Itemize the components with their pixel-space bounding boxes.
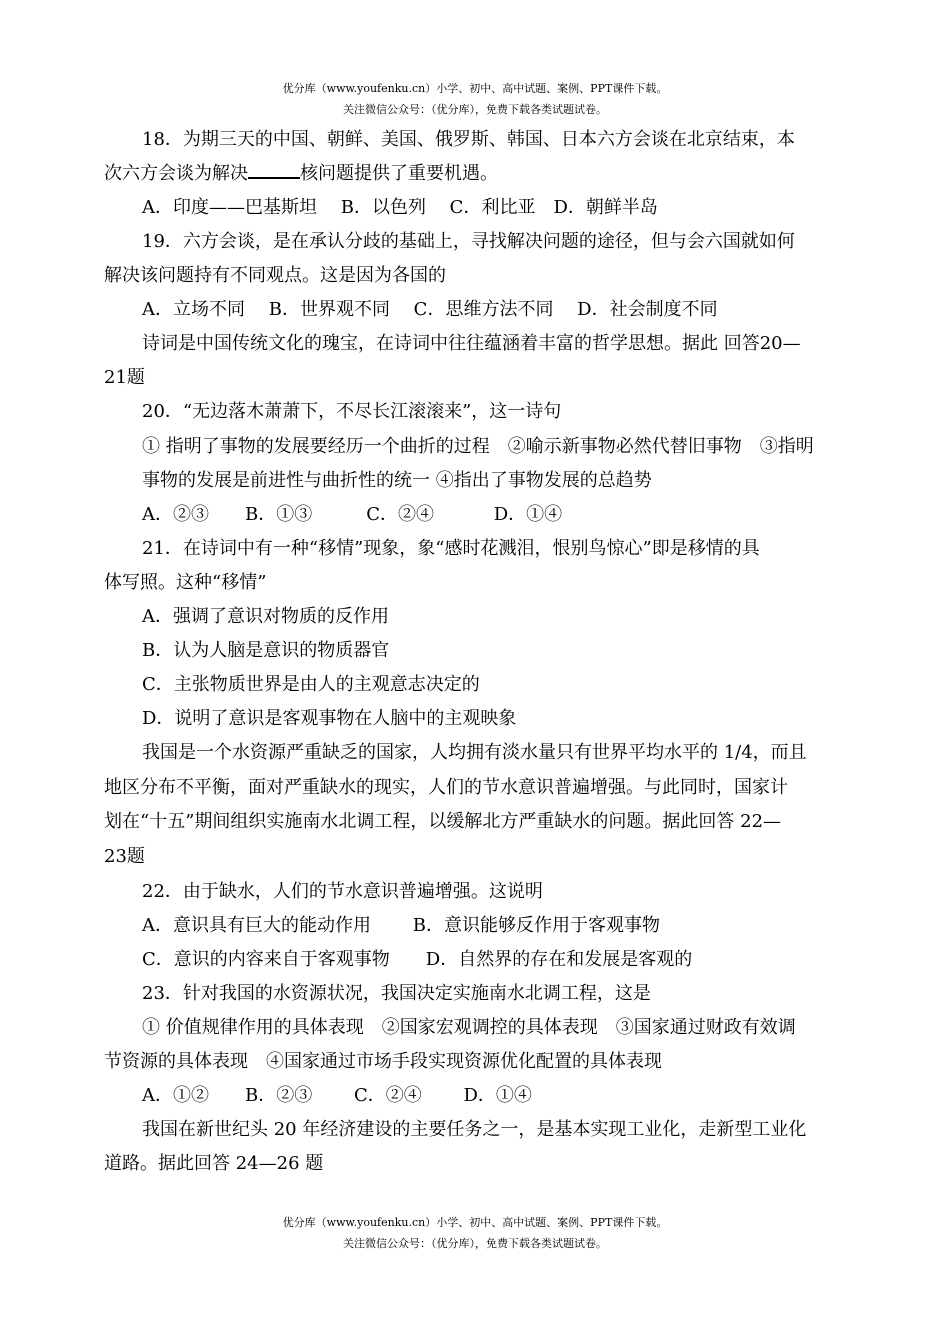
q21-option-a: A．强调了意识对物质的反作用 xyxy=(142,606,389,627)
intro-22-23-line-4: 23题 xyxy=(104,846,145,867)
q21-stem-line-2: 体写照。这种“移情” xyxy=(104,572,267,593)
q19-options: A．立场不同 B．世界观不同 C．思维方法不同 D．社会制度不同 xyxy=(142,299,718,320)
q18-options: A．印度——巴基斯坦 B．以色列 C．利比亚 D．朝鲜半岛 xyxy=(142,197,658,218)
q22-stem: 22．由于缺水，人们的节水意识普遍增强。这说明 xyxy=(142,881,543,902)
q23-statements-line-1: ① 价值规律作用的具体表现 ②国家宏观调控的具体表现 ③国家通过财政有效调 xyxy=(142,1017,796,1038)
intro-22-23-line-1: 我国是一个水资源严重缺乏的国家，人均拥有淡水量只有世界平均水平的 1/4，而且 xyxy=(142,742,807,763)
q21-option-c: C．主张物质世界是由人的主观意志决定的 xyxy=(142,674,480,695)
header-line-2: 关注微信公众号：（优分库），免费下载各类试题试卷。 xyxy=(343,103,607,116)
q18-stem-line-2 xyxy=(104,162,498,186)
intro-20-21-line-2: 21题 xyxy=(104,367,145,388)
answer-blank xyxy=(248,162,300,179)
q21-stem-line-1: 21．在诗词中有一种“移情”现象，象“感时花溅泪，恨别鸟惊心”即是移情的具 xyxy=(142,538,760,559)
q19-stem-line-2: 解决该问题持有不同观点。这是因为各国的 xyxy=(104,265,446,286)
intro-24-26-line-2: 道路。据此回答 24—26 题 xyxy=(104,1153,324,1174)
footer-line-2: 关注微信公众号：（优分库），免费下载各类试题试卷。 xyxy=(343,1237,607,1250)
q21-option-b: B．认为人脑是意识的物质器官 xyxy=(142,640,390,661)
q23-options: A．①② B．②③ C．②④ D．①④ xyxy=(142,1085,532,1106)
intro-22-23-line-2: 地区分布不平衡，面对严重缺水的现实，人们的节水意识普遍增强。与此同时，国家计 xyxy=(104,777,788,798)
intro-24-26-line-1: 我国在新世纪头 20 年经济建设的主要任务之一，是基本实现工业化，走新型工业化 xyxy=(142,1119,807,1140)
intro-22-23-line-3: 划在“十五”期间组织实施南水北调工程，以缓解北方严重缺水的问题。据此回答 22— xyxy=(104,811,782,832)
q23-stem: 23．针对我国的水资源状况，我国决定实施南水北调工程，这是 xyxy=(142,983,651,1004)
header-line-1: 优分库（www.youfenku.cn）小学、初中、高中试题、案例、PPT课件下载。 xyxy=(282,82,668,95)
q20-options: A．②③ B．①③ C．②④ D．①④ xyxy=(142,504,563,525)
q18-stem-line-1: 18．为期三天的中国、朝鲜、美国、俄罗斯、韩国、日本六方会谈在北京结束，本 xyxy=(142,129,795,150)
q20-statements-line-1: ① 指明了事物的发展要经历一个曲折的过程 ②喻示新事物必然代替旧事物 ③指明 xyxy=(142,436,814,457)
q22-options-ab: A．意识具有巨大的能动作用 B．意识能够反作用于客观事物 xyxy=(142,915,660,936)
q20-statements-line-2: 事物的发展是前进性与曲折性的统一 ④指出了事物发展的总趋势 xyxy=(142,470,652,491)
q23-statements-line-2: 节资源的具体表现 ④国家通过市场手段实现资源优化配置的具体表现 xyxy=(104,1051,662,1072)
q19-stem-line-1: 19．六方会谈，是在承认分歧的基础上，寻找解决问题的途径，但与会六国就如何 xyxy=(142,231,795,252)
footer-line-1: 优分库（www.youfenku.cn）小学、初中、高中试题、案例、PPT课件下载。 xyxy=(282,1216,668,1229)
q21-option-d: D．说明了意识是客观事物在人脑中的主观映象 xyxy=(142,708,517,729)
q18-stem-post: 核问题提供了重要机遇。 xyxy=(300,163,498,184)
q20-stem: 20．“无边落木萧萧下，不尽长江滚滚来”，这一诗句 xyxy=(142,401,562,422)
q18-stem-pre: 次六方会谈为解决 xyxy=(104,163,248,184)
q22-options-cd: C．意识的内容来自于客观事物 D．自然界的存在和发展是客观的 xyxy=(142,949,693,970)
intro-20-21-line-1: 诗词是中国传统文化的瑰宝，在诗词中往往蕴涵着丰富的哲学思想。据此 回答20— xyxy=(142,333,801,354)
